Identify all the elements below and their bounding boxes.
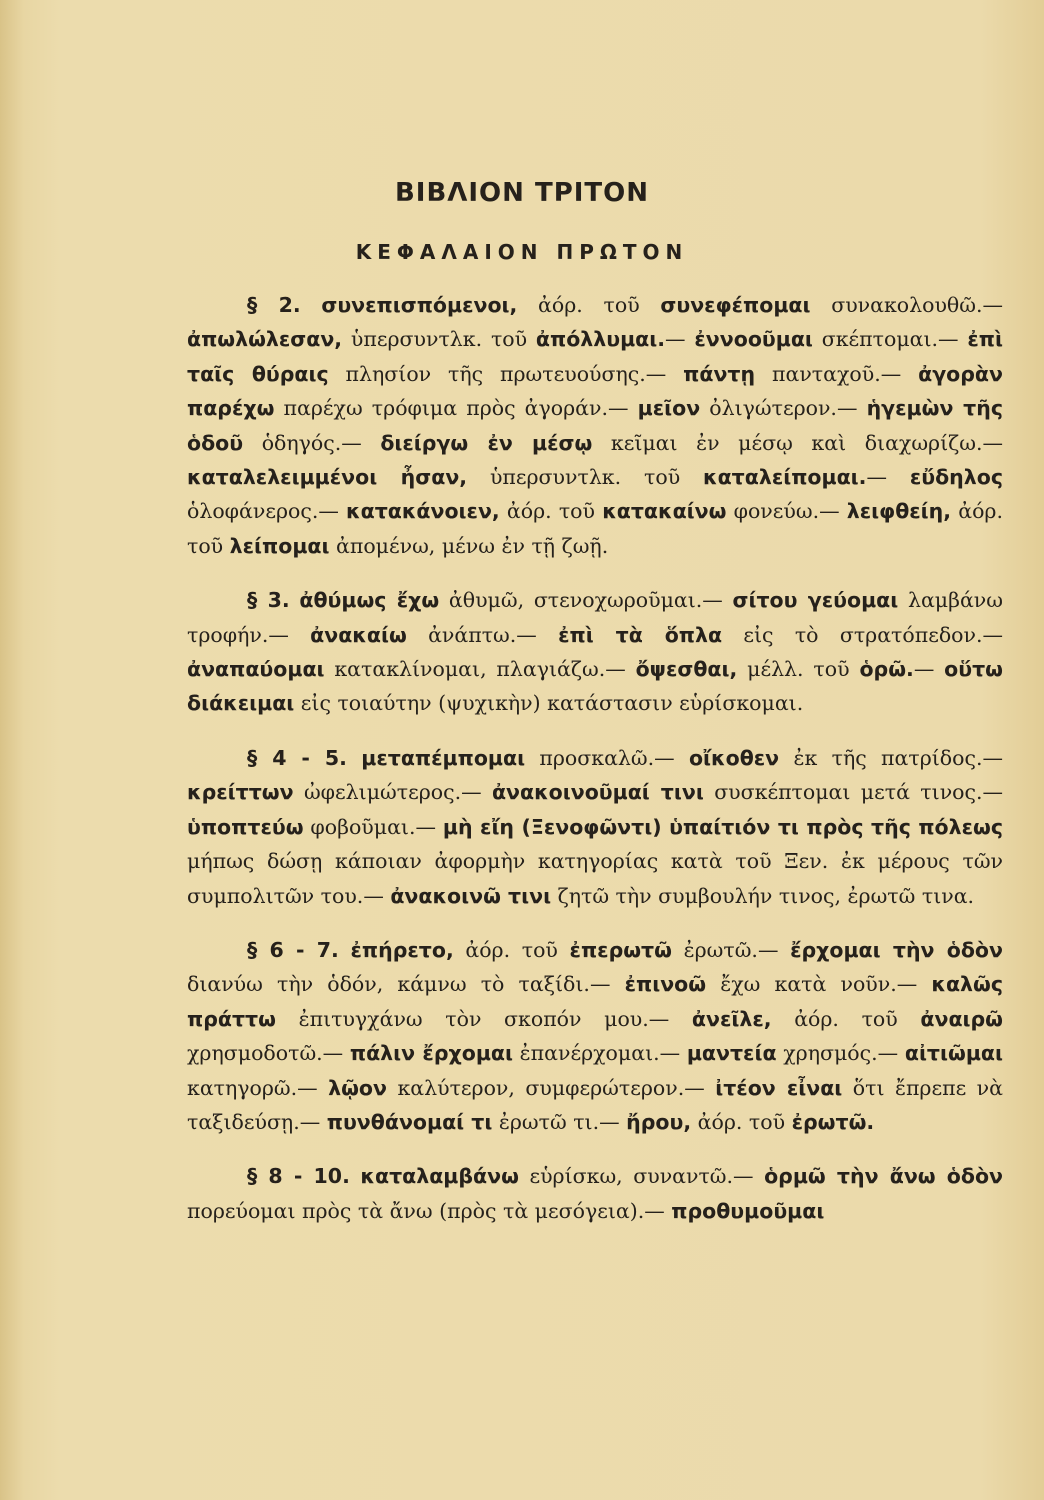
glossary-term: ὁρῶ. bbox=[859, 657, 914, 682]
glossary-definition: ἀνάπτω.— bbox=[406, 622, 559, 647]
glossary-term: ἐννοοῦμαι bbox=[694, 327, 813, 352]
glossary-definition: λαμβάνω τροφήν.— bbox=[187, 588, 1003, 647]
section-number: § 2. bbox=[247, 293, 301, 317]
glossary-definition: προσκαλῶ.— bbox=[525, 745, 689, 770]
section-number: § 3. bbox=[247, 588, 290, 613]
glossary-definition: εἰς τοιαύτην (ψυχικὴν) κατάστασιν εὑρίσκομαι. bbox=[294, 691, 804, 716]
glossary-definition: φονεύω.— bbox=[726, 499, 847, 524]
glossary-term: ἐπήρετο, bbox=[350, 937, 454, 962]
glossary-definition: μέλλ. τοῦ bbox=[737, 657, 860, 682]
glossary-paragraph bbox=[187, 288, 1003, 563]
glossary-definition: ὑπερσυντλκ. τοῦ bbox=[467, 465, 704, 490]
glossary-term: σίτου γεύομαι bbox=[732, 588, 899, 613]
glossary-definition: ἐκ τῆς πατρίδος.— bbox=[779, 745, 1003, 770]
glossary-term: λειφθείη, bbox=[846, 499, 952, 524]
glossary-term: ὄψεσθαι, bbox=[635, 657, 738, 682]
glossary-term: ἀπωλώλεσαν, bbox=[187, 327, 343, 352]
glossary-term: πάλιν ἔρχομαι bbox=[349, 1041, 513, 1066]
glossary-definition: κατακλίνομαι, πλαγιάζω.— bbox=[324, 657, 636, 682]
glossary-definition: ὑπερσυντλκ. τοῦ bbox=[342, 327, 536, 352]
glossary-definition: συνακολουθῶ.— bbox=[810, 293, 1003, 317]
glossary-definition: ἐπανέρχομαι.— bbox=[512, 1041, 687, 1066]
chapter-title: ΚΕΦΑΛΑΙΟΝ ΠΡΩΤΟΝ bbox=[355, 240, 689, 264]
glossary-definition: ὠφελιμώτερος.— bbox=[293, 780, 492, 805]
glossary-term: λείπομαι bbox=[229, 533, 330, 558]
glossary-term: καταλαμβάνω bbox=[360, 1164, 519, 1189]
glossary-definition: ὅτι ἔπρεπε νὰ ταξιδεύσῃ.— bbox=[187, 1075, 1003, 1134]
glossary-term: ἐπινοῶ bbox=[624, 972, 707, 997]
glossary-definition: εἰς τὸ στρατόπεδον.— bbox=[722, 622, 1003, 647]
glossary-term: κατακαίνω bbox=[602, 499, 727, 524]
glossary-definition: χρησμοδοτῶ.— bbox=[187, 1041, 350, 1066]
glossary-term: ἤρου, bbox=[626, 1109, 692, 1134]
glossary-term: ἐπὶ τὰ ὅπλα bbox=[558, 622, 723, 647]
glossary-term: ἡγεμὼν τῆς ὁδοῦ bbox=[187, 396, 1003, 455]
glossary-term: λῷον bbox=[328, 1075, 387, 1100]
glossary-term: ἐπερωτῶ bbox=[569, 937, 672, 962]
glossary-term: ἀνεῖλε, bbox=[691, 1006, 772, 1031]
glossary-definition: ἀόρ. τοῦ bbox=[187, 499, 1004, 558]
glossary-definition: ἀπομένω, μένω ἐν τῇ ζωῇ. bbox=[329, 533, 609, 558]
glossary-term: μεῖον bbox=[637, 396, 701, 421]
glossary-term: συνεφέπομαι bbox=[660, 293, 811, 317]
glossary-term: ἀπόλλυμαι. bbox=[535, 327, 666, 352]
glossary-body bbox=[187, 288, 1003, 1248]
glossary-term: ἀναπαύομαι bbox=[187, 657, 325, 682]
glossary-term: ἀθύμως ἔχω bbox=[299, 588, 440, 613]
glossary-term: καταλελειμμένοι ἦσαν, bbox=[187, 465, 468, 490]
glossary-definition: φοβοῦμαι.— bbox=[303, 814, 443, 839]
glossary-definition: σκέπτομαι.— bbox=[812, 327, 968, 352]
glossary-definition: ζητῶ τὴν συμβουλήν τινος, ἐρωτῶ τινα. bbox=[551, 883, 975, 908]
glossary-term: συνεπισπόμενοι, bbox=[321, 293, 518, 317]
glossary-definition: εὑρίσκω, συναντῶ.— bbox=[518, 1164, 765, 1189]
glossary-term: οὕτω διάκειμαι bbox=[187, 657, 1003, 716]
glossary-term: πυνθάνομαί τι bbox=[326, 1109, 493, 1134]
glossary-term: μαντεία bbox=[686, 1041, 777, 1066]
glossary-term: οἴκοθεν bbox=[688, 745, 780, 770]
glossary-definition: καλύτερον, συμφερώτερον.— bbox=[386, 1075, 716, 1100]
glossary-definition: ἐρωτῶ.— bbox=[671, 937, 791, 962]
book-title: ΒΙΒΛΙΟΝ ΤΡΙΤΟΝ bbox=[394, 178, 650, 208]
glossary-definition: ἐρωτῶ τι.— bbox=[492, 1109, 627, 1134]
glossary-term: ὑποπτεύω bbox=[187, 814, 304, 839]
glossary-definition: ἀόρ. τοῦ bbox=[691, 1109, 792, 1134]
glossary-term: εὔδηλος bbox=[909, 465, 1003, 490]
glossary-definition: — bbox=[665, 327, 695, 352]
glossary-term: καταλείπομαι. bbox=[703, 465, 867, 490]
glossary-definition: ὁλοφάνερος.— bbox=[187, 499, 347, 524]
glossary-term: κατακάνοιεν, bbox=[346, 499, 500, 524]
glossary-definition: ἀόρ. τοῦ bbox=[453, 937, 570, 962]
glossary-definition: πανταχοῦ.— bbox=[755, 361, 919, 386]
glossary-definition: — bbox=[913, 657, 945, 682]
glossary-definition: ἀόρ. τοῦ bbox=[771, 1006, 921, 1031]
glossary-definition: ὀλιγώτερον.— bbox=[700, 396, 867, 421]
glossary-definition: ὁδηγός.— bbox=[243, 430, 381, 455]
glossary-term: ἔρχομαι τὴν ὁδὸν bbox=[790, 937, 1003, 962]
glossary-definition: παρέχω τρόφιμα πρὸς ἀγοράν.— bbox=[274, 396, 638, 421]
glossary-term: μὴ εἴη (Ξενοφῶντι) ὑπαίτιόν τι πρὸς τῆς πόλεως bbox=[442, 814, 1003, 839]
glossary-definition: ἐπιτυγχάνω τὸν σκοπόν μου.— bbox=[275, 1006, 692, 1031]
glossary-term: ἰτέον εἶναι bbox=[715, 1075, 843, 1100]
glossary-definition: πορεύομαι πρὸς τὰ ἄνω (πρὸς τὰ μεσόγεια).— bbox=[187, 1198, 672, 1223]
glossary-term: ἐρωτῶ. bbox=[791, 1109, 875, 1134]
section-number: § 6 - 7. bbox=[247, 937, 339, 962]
glossary-paragraph bbox=[187, 1159, 1003, 1228]
glossary-definition: ἀόρ. τοῦ bbox=[517, 293, 661, 317]
glossary-definition: ἔχω κατὰ νοῦν.— bbox=[706, 972, 932, 997]
glossary-term: ἀναιρῶ bbox=[920, 1006, 1004, 1031]
glossary-term: κρείττων bbox=[187, 780, 294, 805]
glossary-term: ὁρμῶ τὴν ἄνω ὁδὸν bbox=[764, 1164, 1003, 1189]
glossary-definition: κατηγορῶ.— bbox=[187, 1075, 329, 1100]
glossary-definition: διανύω τὴν ὁδόν, κάμνω τὸ ταξίδι.— bbox=[187, 972, 625, 997]
glossary-definition: μήπως δώσῃ κάποιαν ἀφορμὴν κατηγορίας κατὰ τοῦ Ξεν. ἐκ μέρους τῶν συμπολιτῶν του.— bbox=[187, 849, 1003, 908]
glossary-definition: χρησμός.— bbox=[776, 1041, 905, 1066]
glossary-definition: συσκέπτομαι μετά τινος.— bbox=[703, 780, 1003, 805]
glossary-term: ἀνακαίω bbox=[310, 622, 407, 647]
glossary-term: καλῶς πράττω bbox=[187, 972, 1003, 1031]
glossary-term: διείργω ἐν μέσῳ bbox=[380, 430, 593, 455]
glossary-definition: ἀθυμῶ, στενοχωροῦμαι.— bbox=[439, 588, 733, 613]
glossary-term: αἰτιῶμαι bbox=[904, 1041, 1003, 1066]
glossary-term: ἐπὶ ταῖς θύραις bbox=[187, 327, 1003, 386]
glossary-term: πάντῃ bbox=[683, 361, 756, 386]
glossary-term: προθυμοῦμαι bbox=[671, 1198, 825, 1223]
glossary-term: ἀγορὰν παρέχω bbox=[187, 361, 1003, 421]
section-number: § 8 - 10. bbox=[247, 1164, 350, 1189]
glossary-definition: — bbox=[866, 465, 910, 490]
glossary-definition: πλησίον τῆς πρωτευούσης.— bbox=[328, 361, 684, 386]
glossary-term: ἀνακοινῶ τινι bbox=[390, 883, 552, 908]
glossary-paragraph bbox=[187, 741, 1003, 913]
glossary-term: ἀνακοινοῦμαί τινι bbox=[491, 780, 704, 805]
glossary-paragraph bbox=[187, 583, 1003, 721]
section-number: § 4 - 5. bbox=[247, 745, 347, 770]
glossary-term: μεταπέμπομαι bbox=[361, 745, 526, 770]
glossary-definition: ἀόρ. τοῦ bbox=[499, 499, 603, 524]
glossary-definition: κεῖμαι ἐν μέσῳ καὶ διαχωρίζω.— bbox=[592, 430, 1003, 455]
glossary-paragraph bbox=[187, 933, 1003, 1139]
